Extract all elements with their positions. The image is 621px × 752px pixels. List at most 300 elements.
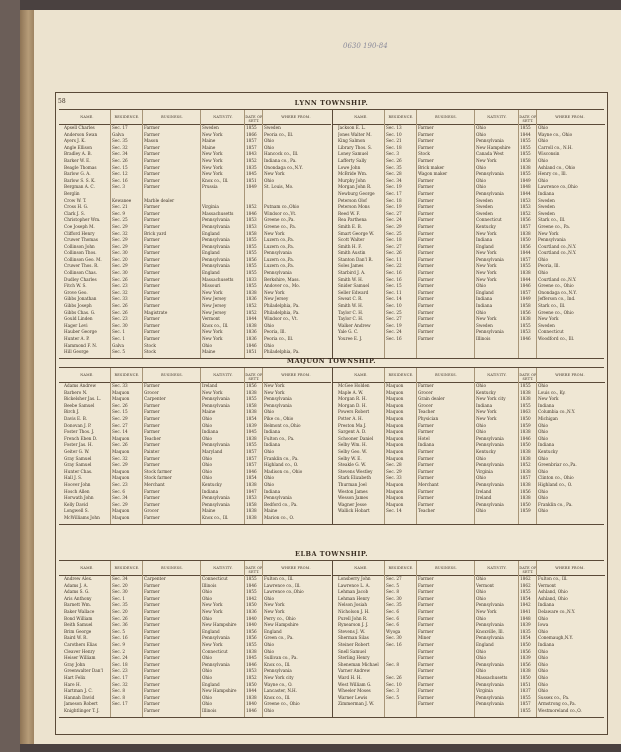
table-cell: Fulton co., Ill. bbox=[264, 576, 294, 581]
table-cell: 1840 bbox=[246, 622, 257, 628]
table-cell: Anderson Swan bbox=[64, 131, 98, 137]
table-cell: Farmer bbox=[418, 661, 434, 667]
table-cell: Sec. 2 bbox=[112, 648, 126, 654]
table-cell: Ohio bbox=[202, 615, 212, 621]
table-cell: New York bbox=[264, 389, 285, 395]
table-cell: Farmer bbox=[418, 157, 434, 163]
table-cell: Sec. 34 bbox=[112, 495, 128, 501]
table-cell: Farmer bbox=[144, 415, 160, 421]
table-cell: 1852 bbox=[246, 204, 257, 210]
table-cell: Missouri bbox=[202, 283, 221, 289]
table-cell: England bbox=[202, 681, 220, 687]
table-cell: Sec. 25 bbox=[386, 309, 402, 315]
table-cell: 1851 bbox=[246, 349, 257, 355]
table-cell: 1846 bbox=[246, 661, 257, 667]
table-row bbox=[333, 416, 605, 423]
table-cell: New York city bbox=[476, 396, 506, 402]
table-cell: 1838 bbox=[520, 468, 531, 474]
table-cell: Youree E. J. bbox=[338, 336, 363, 341]
table-row bbox=[59, 462, 331, 469]
table-cell: Indiana bbox=[538, 641, 555, 647]
table-cell: Davis E. B. bbox=[64, 415, 88, 421]
table-row bbox=[333, 396, 605, 403]
table-cell: 1855 bbox=[246, 250, 257, 256]
table-cell: Farmer bbox=[144, 429, 160, 435]
table-cell: Rynearson J. J. bbox=[338, 622, 369, 628]
table-row bbox=[59, 270, 331, 277]
table-cell: Wagon maker bbox=[418, 171, 448, 177]
table-cell: Foster Thos. J. bbox=[64, 429, 95, 435]
table-cell: Ohio bbox=[202, 701, 212, 707]
table-cell: Prussia bbox=[202, 184, 218, 190]
table-cell: Clifford Henry bbox=[64, 230, 95, 236]
table-cell: Maquon bbox=[386, 488, 404, 494]
table-cell: Wisconsin bbox=[538, 151, 560, 157]
table-cell: England bbox=[202, 250, 220, 256]
table-cell: 1838 bbox=[520, 270, 531, 276]
table-cell: Bond William bbox=[64, 615, 93, 621]
table-cell: Wyoga bbox=[386, 628, 401, 634]
table-cell: Adams S. G. bbox=[64, 589, 90, 595]
table-cell: Maquon bbox=[386, 402, 404, 408]
table-cell: Knightlinger T. J. bbox=[64, 707, 100, 713]
table-cell: Sweden bbox=[476, 322, 493, 328]
table-cell: Sec. 12 bbox=[112, 171, 128, 177]
table-cell: 1862 bbox=[520, 576, 531, 581]
table-cell: Gould Linden bbox=[64, 316, 93, 322]
table-cell: Sec. 1 bbox=[112, 595, 126, 601]
table-row bbox=[59, 642, 331, 649]
table-cell: Zimmerman J. W. bbox=[338, 701, 375, 707]
table-cell: Nelson Josiah bbox=[338, 602, 368, 608]
table-row bbox=[333, 211, 605, 218]
table-cell: Sec. 13 bbox=[386, 125, 402, 130]
table-row bbox=[333, 602, 605, 609]
table-cell: 1858 bbox=[520, 303, 531, 309]
table-cell: Wayne co., O. bbox=[264, 681, 293, 687]
column-header: WHERE FROM. bbox=[555, 115, 585, 119]
table-cell: Greene co., Ohio bbox=[264, 701, 300, 707]
table-cell: Luzern co.,Pa. bbox=[264, 256, 295, 262]
table-cell: McGee Holden bbox=[338, 383, 370, 388]
table-cell: Maquon bbox=[386, 442, 404, 448]
table-cell: 1842 bbox=[520, 602, 531, 608]
table-cell: Maine bbox=[202, 138, 216, 144]
table-cell: Barlow S. S. K. bbox=[64, 177, 96, 183]
table-cell: Luzern co.,Pa. bbox=[264, 243, 295, 249]
table-cell: Luzern co.,Pa. bbox=[264, 237, 295, 243]
table-cell: Morgan John R. bbox=[338, 184, 372, 190]
table-cell: Farmer bbox=[144, 336, 160, 341]
table-cell: Virginia bbox=[202, 204, 219, 210]
table-cell: Ohio bbox=[538, 674, 548, 680]
table-cell: Sec. 16 bbox=[112, 177, 128, 183]
table-cell: Sweden bbox=[476, 197, 493, 203]
table-cell: Sec. 29 bbox=[112, 237, 128, 243]
table-row bbox=[333, 383, 605, 390]
table-cell: Pike co., Ohio bbox=[264, 415, 294, 421]
table-cell: Stock farmer bbox=[144, 475, 172, 481]
table-cell: Sec. 27 bbox=[386, 210, 402, 216]
column-header: BUSINESS. bbox=[435, 566, 457, 570]
table-cell: Pennsylvania bbox=[476, 481, 504, 487]
table-cell: Indiana bbox=[264, 442, 281, 448]
table-row bbox=[59, 224, 331, 231]
table-cell: Ohio bbox=[202, 342, 212, 348]
table-cell: Gibbs Joseph bbox=[64, 303, 92, 309]
table-cell: 1857 bbox=[246, 462, 257, 468]
table-cell: Ohio bbox=[264, 475, 274, 481]
table-cell: Ohio bbox=[202, 595, 212, 601]
table-cell: Coe Joseph M. bbox=[64, 223, 95, 229]
table-cell: Pennsylvania bbox=[476, 622, 504, 628]
table-cell: Sec. 26 bbox=[112, 157, 128, 163]
table-cell: 1850 bbox=[520, 501, 531, 507]
page-number: 58 bbox=[58, 98, 66, 105]
table-cell: Stock bbox=[144, 349, 156, 355]
table-cell: Taylor C. H. bbox=[338, 316, 364, 322]
table-cell: Ohio bbox=[538, 628, 548, 634]
table-cell: 1850 bbox=[520, 641, 531, 647]
table-cell: 1839 bbox=[520, 655, 531, 661]
table-cell: Sec. 27 bbox=[386, 316, 402, 322]
table-cell: Maquon bbox=[386, 383, 404, 388]
table-cell: 1853 bbox=[246, 668, 257, 674]
table-cell: Sec. 29 bbox=[112, 415, 128, 421]
column-header: WHERE FROM. bbox=[281, 566, 311, 570]
table-cell: 1842 bbox=[246, 595, 257, 601]
table-cell: Farmer bbox=[144, 177, 160, 183]
table-row bbox=[59, 475, 331, 482]
table-row bbox=[333, 583, 605, 590]
table-cell: Marion co., O. bbox=[264, 514, 294, 520]
table-cell: Gray Samuel bbox=[64, 455, 92, 461]
table-row bbox=[333, 436, 605, 443]
table-cell: Farmer bbox=[418, 462, 434, 468]
table-cell: Teacher bbox=[144, 435, 161, 441]
table-cell: Farmer bbox=[144, 641, 160, 647]
table-cell: New York bbox=[538, 230, 559, 236]
table-cell: Pennsylvania bbox=[202, 217, 230, 223]
column-header: DATE OF SETT. bbox=[245, 115, 263, 123]
table-row bbox=[59, 708, 331, 715]
table-cell: Ohio bbox=[538, 157, 548, 163]
table-cell: Maquon bbox=[112, 448, 130, 454]
table-cell: New York bbox=[264, 383, 285, 388]
table-cell: Brim George bbox=[64, 628, 92, 634]
table-row bbox=[59, 456, 331, 463]
table-cell: Sec. 11 bbox=[386, 256, 402, 262]
table-cell: Sec. 5 bbox=[112, 628, 126, 634]
table-cell: 1848 bbox=[520, 184, 531, 190]
table-cell: Indiana bbox=[418, 442, 435, 448]
table-cell: Madison co., Ohio bbox=[264, 468, 303, 474]
table-cell: Ohio bbox=[476, 655, 486, 661]
table-cell: 1838 bbox=[246, 508, 257, 514]
table-cell: Pennsylvania bbox=[202, 396, 230, 402]
table-cell: 1851 bbox=[246, 177, 257, 183]
table-cell: Sec. 28 bbox=[386, 171, 402, 177]
table-cell: Yale G. C. bbox=[338, 329, 359, 335]
table-cell: Sweden bbox=[476, 210, 493, 216]
table-cell: Onondaga co.,N.Y. bbox=[538, 289, 577, 295]
table-cell: 1856 bbox=[246, 383, 257, 388]
table-cell: Massachusetts bbox=[202, 276, 234, 282]
table-row bbox=[333, 204, 605, 211]
table-cell: 1844 bbox=[520, 276, 531, 282]
table-cell: Peoria co., Ill. bbox=[264, 336, 294, 341]
table-cell: England bbox=[202, 628, 220, 634]
table-row bbox=[59, 635, 331, 642]
table-cell: Sec. 25 bbox=[112, 217, 128, 223]
table-cell: Schooner Daniel bbox=[338, 435, 374, 441]
table-row bbox=[333, 191, 605, 198]
table-cell: Maine bbox=[202, 409, 216, 415]
table-row bbox=[333, 668, 605, 675]
table-row bbox=[333, 622, 605, 629]
table-row bbox=[59, 231, 331, 238]
table-cell: Farmer bbox=[418, 576, 434, 581]
table-cell: Ohio bbox=[538, 655, 548, 661]
table-cell: Hauber George bbox=[64, 329, 97, 335]
table-row bbox=[59, 649, 331, 656]
table-cell: Grocer bbox=[418, 402, 433, 408]
table-row bbox=[59, 675, 331, 682]
table-cell: 1838 bbox=[520, 495, 531, 501]
table-cell: Pennsylvania bbox=[202, 263, 230, 269]
table-cell: Warner Lewis bbox=[338, 694, 368, 700]
table-cell: Illinois bbox=[202, 582, 217, 588]
table-cell: Lowe John bbox=[338, 164, 361, 170]
table-cell: Farmer bbox=[418, 144, 434, 150]
table-cell: Wesson James bbox=[338, 495, 369, 501]
table-cell: Farmer bbox=[418, 488, 434, 494]
table-cell: Farmer bbox=[418, 655, 434, 661]
table-cell: Ohio bbox=[264, 409, 274, 415]
table-cell: Sec. 24 bbox=[112, 655, 128, 661]
table-cell: Michigan bbox=[538, 415, 558, 421]
table-row bbox=[333, 171, 605, 178]
table-cell: 1850 bbox=[520, 442, 531, 448]
column-header: BUSINESS. bbox=[435, 115, 457, 119]
column-header: WHERE FROM. bbox=[555, 373, 585, 377]
table-cell: Highland co., O. bbox=[264, 462, 299, 468]
table-cell: New Jersey bbox=[202, 309, 227, 315]
table-cell: Canada West bbox=[476, 151, 504, 157]
table-cell: Sec. 30 bbox=[386, 635, 402, 641]
table-cell: Sec. 16 bbox=[386, 641, 402, 647]
table-cell: Farmer bbox=[144, 184, 160, 190]
table-cell: 1852 bbox=[246, 303, 257, 309]
table-cell: Brick maker bbox=[418, 164, 445, 170]
table-cell: Sec. 32 bbox=[112, 289, 128, 295]
table-cell: Vermont bbox=[538, 582, 556, 588]
township-table bbox=[59, 367, 604, 525]
table-cell: Longwell S. bbox=[64, 508, 89, 514]
table-row bbox=[59, 629, 331, 636]
table-cell: Farmer bbox=[144, 615, 160, 621]
table-row bbox=[333, 250, 605, 257]
table-cell: Sec. 24 bbox=[386, 329, 402, 335]
table-cell: Pennsylvania bbox=[476, 501, 504, 507]
table-cell: Farmer bbox=[144, 204, 160, 210]
table-cell: 1844 bbox=[520, 190, 531, 196]
table-cell: Smith W. H. bbox=[338, 276, 364, 282]
table-row bbox=[59, 596, 331, 603]
table-cell: 1852 bbox=[520, 210, 531, 216]
table-cell: 1853 bbox=[246, 495, 257, 501]
table-cell: England bbox=[202, 230, 220, 236]
table-cell: Ohio bbox=[476, 475, 486, 481]
table-cell: Farmer bbox=[144, 217, 160, 223]
table-row bbox=[59, 403, 331, 410]
table-cell: Sec. 3 bbox=[112, 184, 126, 190]
table-cell: Sec. 6 bbox=[386, 608, 400, 614]
table-row bbox=[59, 198, 331, 205]
table-cell: Farmer bbox=[144, 270, 160, 276]
table-cell: Windsor co.,Vt. bbox=[264, 210, 297, 216]
table-cell: Ohio bbox=[202, 415, 212, 421]
table-cell: 1838 bbox=[246, 409, 257, 415]
table-cell: Sec. 35 bbox=[112, 602, 128, 608]
table-cell: Farmer bbox=[144, 668, 160, 674]
table-cell: Sec. 15 bbox=[112, 409, 128, 415]
table-cell: 1855 bbox=[246, 576, 257, 581]
table-cell: Pennsylvania bbox=[202, 237, 230, 243]
table-cell: Farmer bbox=[418, 422, 434, 428]
pencil-annotation: 0630 190-84 bbox=[343, 42, 388, 50]
table-cell: Foster Jas. H. bbox=[64, 442, 93, 448]
table-cell: Sec. 33 bbox=[112, 296, 128, 302]
table-cell: Farmer bbox=[144, 164, 160, 170]
table-cell: Ohio bbox=[264, 144, 274, 150]
table-cell: 1855 bbox=[246, 237, 257, 243]
table-row bbox=[333, 224, 605, 231]
table-cell: Sec. 29 bbox=[386, 223, 402, 229]
table-cell: Dudley Charles bbox=[64, 276, 97, 282]
table-cell: 1845 bbox=[246, 429, 257, 435]
table-cell: Farmer bbox=[144, 256, 160, 262]
table-cell: 1838 bbox=[246, 289, 257, 295]
table-cell: Westmoreland co.,O. bbox=[538, 707, 582, 713]
table-cell: Physician bbox=[418, 415, 439, 421]
table-cell: 1857 bbox=[246, 138, 257, 144]
table-row bbox=[333, 303, 605, 310]
table-cell: Sec. 32 bbox=[112, 681, 128, 687]
table-cell: Farmer bbox=[144, 329, 160, 335]
table-cell: Farmer bbox=[418, 468, 434, 474]
table-cell: Indiana bbox=[264, 488, 281, 494]
table-cell: Sec. 9 bbox=[112, 210, 126, 216]
table-cell: Farmer bbox=[144, 210, 160, 216]
table-cell: Ohio bbox=[476, 595, 486, 601]
table-cell: 1836 bbox=[246, 608, 257, 614]
table-cell: 1857 bbox=[246, 144, 257, 150]
table-cell: Sterling Henry bbox=[338, 655, 370, 661]
table-cell: Farmer bbox=[144, 688, 160, 694]
table-cell: New Jersey bbox=[264, 296, 289, 302]
table-cell: Pennsylvania bbox=[264, 668, 292, 674]
table-row bbox=[333, 596, 605, 603]
table-half-left bbox=[59, 368, 331, 524]
table-row bbox=[333, 495, 605, 502]
table-cell: Farmer bbox=[144, 514, 160, 520]
table-cell: 1852 bbox=[246, 157, 257, 163]
table-cell: Clinton co., Ohio bbox=[538, 475, 574, 481]
table-cell: Sec. 16 bbox=[386, 276, 402, 282]
table-cell: Steakle G. W. bbox=[338, 462, 366, 468]
table-cell: 1850 bbox=[520, 674, 531, 680]
table-cell: 1858 bbox=[520, 157, 531, 163]
table-cell: Peoria, Ill. bbox=[264, 329, 286, 335]
column-header: RESIDENCE. bbox=[114, 115, 140, 119]
table-cell: Hare H. bbox=[64, 681, 81, 687]
table-row bbox=[333, 390, 605, 397]
table-cell: New York bbox=[202, 164, 223, 170]
table-cell: Pennsylvania bbox=[476, 256, 504, 262]
table-row bbox=[59, 489, 331, 496]
table-cell: Varner Andrew bbox=[338, 668, 371, 674]
table-row bbox=[59, 204, 331, 211]
table-cell: Bedford co., Pa. bbox=[264, 501, 298, 507]
table-cell: 1857 bbox=[246, 448, 257, 454]
table-cell: Lehman Jacob bbox=[338, 589, 369, 595]
table-row bbox=[59, 343, 331, 350]
table-cell: Farmer bbox=[144, 289, 160, 295]
table-cell: Adams Andrew bbox=[64, 383, 97, 388]
table-cell: Green co., Pa. bbox=[264, 635, 294, 641]
table-row bbox=[333, 475, 605, 482]
table-cell: 1838 bbox=[246, 514, 257, 520]
table-cell: Newburg George bbox=[338, 190, 375, 196]
table-cell: Farmer bbox=[418, 694, 434, 700]
table-cell: Collinson John bbox=[64, 243, 95, 249]
table-cell: Sec. 30 bbox=[112, 270, 128, 276]
table-cell: Berglin bbox=[64, 190, 80, 196]
table-cell: Sec. 3 bbox=[386, 688, 400, 694]
table-row bbox=[333, 403, 605, 410]
table-half-right bbox=[332, 368, 605, 524]
table-cell: 1863 bbox=[520, 409, 531, 415]
table-cell: New York bbox=[476, 415, 497, 421]
table-row bbox=[59, 449, 331, 456]
table-cell: Farmer bbox=[418, 138, 434, 144]
table-cell: 1859 bbox=[520, 422, 531, 428]
table-cell: Fulton co., Pa. bbox=[264, 435, 295, 441]
table-cell: Farmer bbox=[144, 648, 160, 654]
table-cell: Sec. 32 bbox=[112, 455, 128, 461]
table-cell: 1844 bbox=[246, 316, 257, 322]
table-cell: 1836 bbox=[246, 336, 257, 341]
table-cell: Donovan J. P. bbox=[64, 422, 92, 428]
column-header: NATIVITY. bbox=[213, 115, 233, 119]
table-cell: Sec. 20 bbox=[112, 582, 128, 588]
table-cell: 1846 bbox=[246, 342, 257, 348]
table-cell: Ohio bbox=[476, 648, 486, 654]
table-cell: 1854 bbox=[520, 635, 531, 641]
table-cell: Maryland bbox=[202, 448, 223, 454]
table-cell: New York bbox=[476, 157, 497, 163]
table-row bbox=[333, 283, 605, 290]
table-row bbox=[59, 296, 331, 303]
table-cell: 1846 bbox=[520, 435, 531, 441]
table-cell: Maine bbox=[202, 144, 216, 150]
table-cell: Ohio bbox=[538, 422, 548, 428]
table-cell: Ohio bbox=[202, 462, 212, 468]
table-cell: Sec. 17 bbox=[112, 701, 128, 707]
table-cell: New York bbox=[202, 157, 223, 163]
table-cell: Greene co., Ohio bbox=[538, 309, 574, 315]
